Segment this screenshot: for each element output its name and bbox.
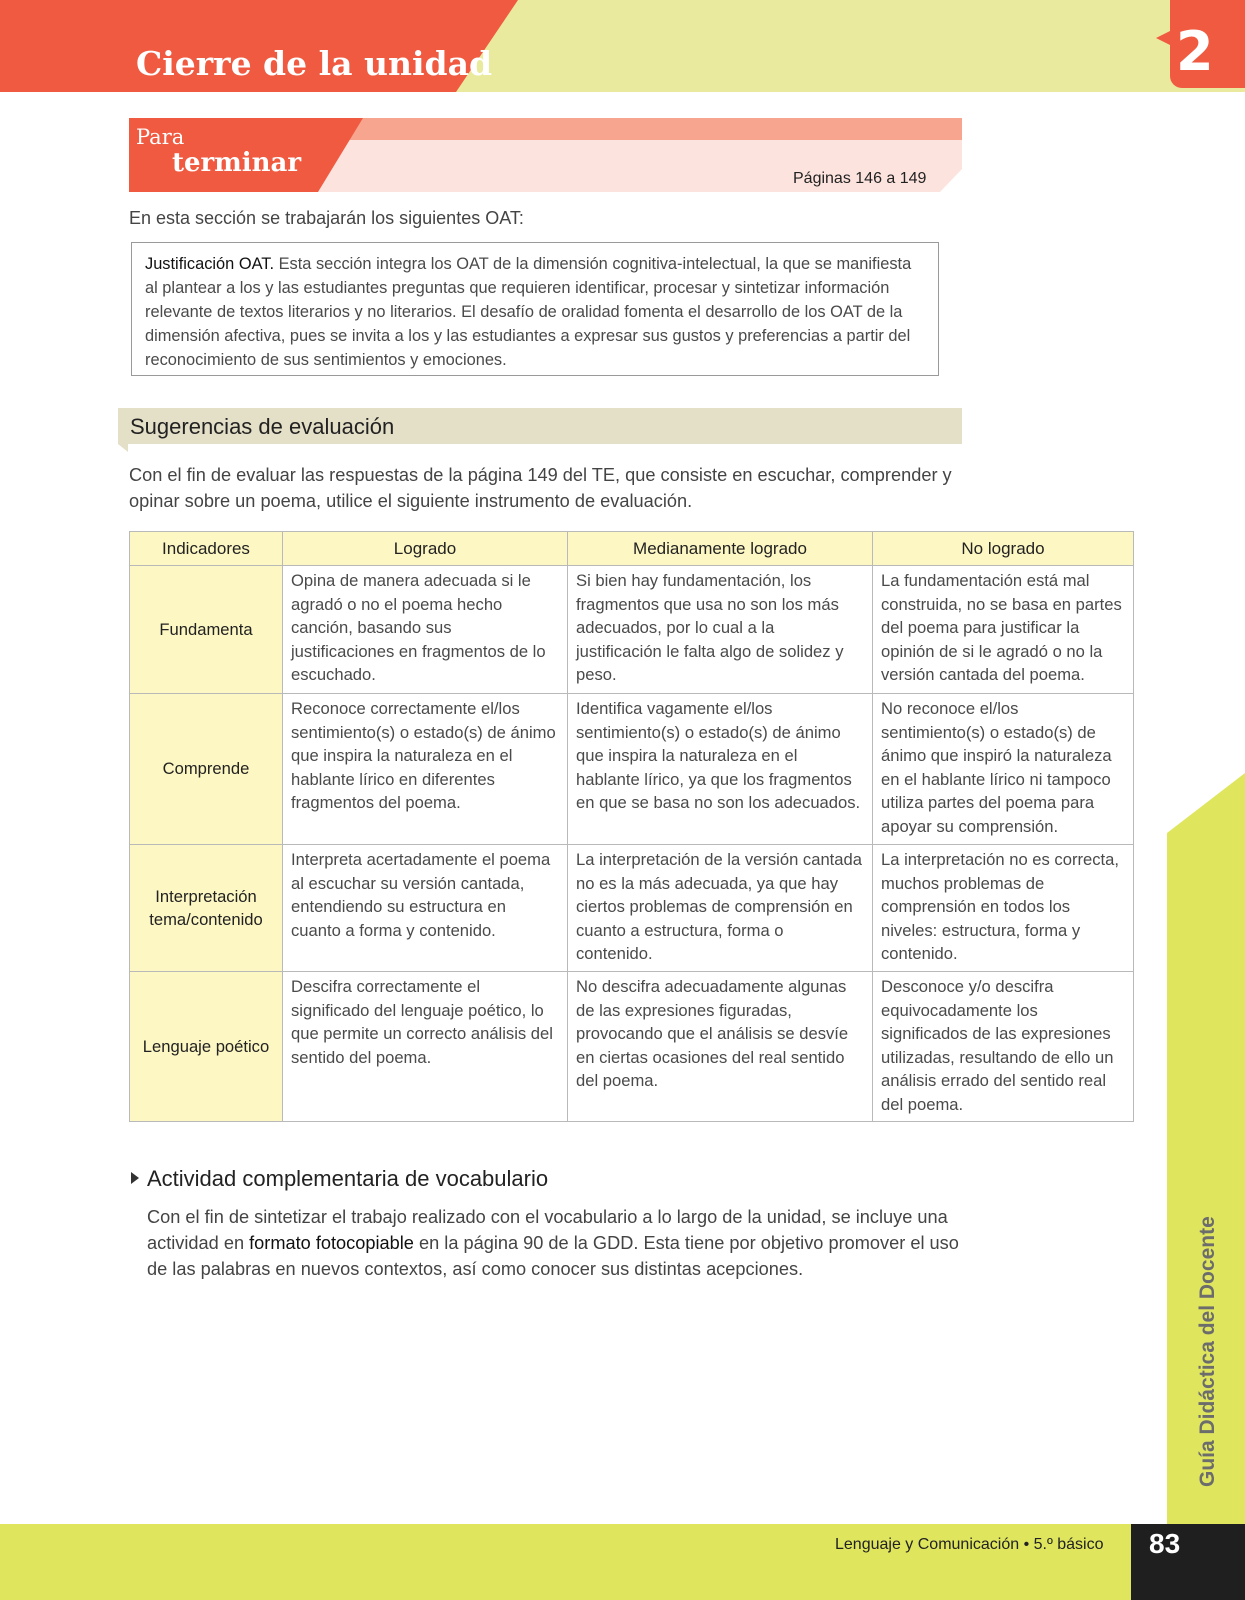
activity-text-part: en la página 90 de la GDD. Esta tiene por objetivo promover el uso de las palabras en nuevos contextos, así como conocer sus distintas acepciones. (147, 1233, 959, 1279)
column-header: Indicadores (130, 532, 283, 566)
footer-subject: Lenguaje y Comunicación • 5.º básico (835, 1536, 1104, 1553)
activity-heading (131, 1166, 548, 1192)
section-banner-word1: Para (136, 125, 185, 149)
table-cell: La interpretación de la versión cantada no es la más adecuada, ya que hay ciertos problemas de comprensión en cuanto a estructura, forma o contenido. (568, 845, 873, 972)
evaluation-heading: Sugerencias de evaluación (130, 414, 395, 439)
activity-heading-text: Actividad complementaria de vocabulario (147, 1166, 549, 1191)
indicator-cell: Interpretación tema/contenido (130, 845, 283, 972)
table-cell: Descifra correctamente el significado del lenguaje poético, lo que permite un correcto análisis del sentido del poema. (283, 972, 568, 1122)
table-cell: La interpretación no es correcta, muchos problemas de comprensión en todos los niveles: estructura, forma y contenido. (873, 845, 1134, 972)
activity-text-highlight: formato fotocopiable (249, 1233, 414, 1253)
column-header: No logrado (873, 532, 1134, 566)
table-row (130, 845, 1134, 972)
table-cell: Interpreta acertadamente el poema al escuchar su versión cantada, entendiendo su estructura en cuanto a forma y contenido. (283, 845, 568, 972)
evaluation-rubric-table (129, 531, 1134, 1122)
triangle-bullet-icon (131, 1172, 139, 1184)
table-row (130, 566, 1134, 694)
indicator-cell: Lenguaje poético (130, 972, 283, 1122)
table-cell: Opina de manera adecuada si le agradó o no el poema hecho canción, basando sus justificaciones en fragmentos de lo escuchado. (283, 566, 568, 694)
table-cell: Desconoce y/o descifra equivocadamente los significados de las expresiones utilizadas, resultando de ello un análisis errado del sentido real del poema. (873, 972, 1134, 1122)
table-header-row (130, 532, 1134, 566)
justification-label: Justificación OAT. (145, 255, 275, 273)
table-cell: La fundamentación está mal construida, no se basa en partes del poema para justificar la opinión de si le agradó o no la versión cantada del poema. (873, 566, 1134, 694)
evaluation-intro: Con el fin de evaluar las respuestas de la página 149 del TE, que consiste en escuchar, comprender y opinar sobre un poema, utilice el siguiente instrumento de evaluación. (129, 465, 952, 511)
activity-text (147, 1204, 967, 1282)
table-cell: Si bien hay fundamentación, los fragmentos que usa no son los más adecuados, por lo cual a la justificación le falta algo de solidez y peso. (568, 566, 873, 694)
table-cell: No descifra adecuadamente algunas de las expresiones figuradas, provocando que el análisis se desvíe en ciertas ocasiones del real sentido del poema. (568, 972, 873, 1122)
activity-text-part: Con el fin de sintetizar el trabajo realizado con el vocabulario a lo largo de la unidad, se incluye una actividad en (147, 1207, 948, 1253)
justification-text: Esta sección integra los OAT de la dimensión cognitiva-intelectual, la que se manifiesta al plantear a los y las estudiantes preguntas que requieren identificar, procesar y sintetizar información relevante de textos literarios y no literarios. El desafío de oralidad fomenta el desarrollo de los OAT de la dimensión afectiva, pues se invita a los y las estudiantes a expresar sus gustos y preferencias a partir del reconocimiento de sus sentimientos y emociones. (145, 255, 912, 369)
column-header: Logrado (283, 532, 568, 566)
table-row (130, 972, 1134, 1122)
indicator-cell: Fundamenta (130, 566, 283, 694)
intro-text: En esta sección se trabajarán los siguientes OAT: (129, 208, 524, 228)
unit-number: 2 (1176, 20, 1214, 83)
unit-title: Cierre de la unidad (136, 44, 493, 83)
table-cell: No reconoce el/los sentimiento(s) o estado(s) de ánimo que inspiró la naturaleza en el hablante lírico ni tampoco utiliza partes del poema para apoyar su comprensión. (873, 694, 1134, 845)
evaluation-heading-notch (118, 444, 128, 452)
side-label: Guía Didáctica del Docente (1196, 1216, 1219, 1487)
page-number: 83 (1149, 1528, 1181, 1559)
table-cell: Reconoce correctamente el/los sentimiento(s) o estado(s) de ánimo que inspira la naturaleza en el hablante lírico en diferentes fragmentos del poema. (283, 694, 568, 845)
justification-box (131, 242, 939, 376)
table-row (130, 694, 1134, 845)
column-header: Medianamente logrado (568, 532, 873, 566)
section-pages: Páginas 146 a 149 (793, 170, 927, 187)
indicator-cell: Comprende (130, 694, 283, 845)
table-cell: Identifica vagamente el/los sentimiento(s) o estado(s) de ánimo que inspira la naturaleza en el hablante lírico, ya que los fragmentos en que se basa no son los adecuados. (568, 694, 873, 845)
section-banner-word2: terminar (172, 148, 302, 178)
